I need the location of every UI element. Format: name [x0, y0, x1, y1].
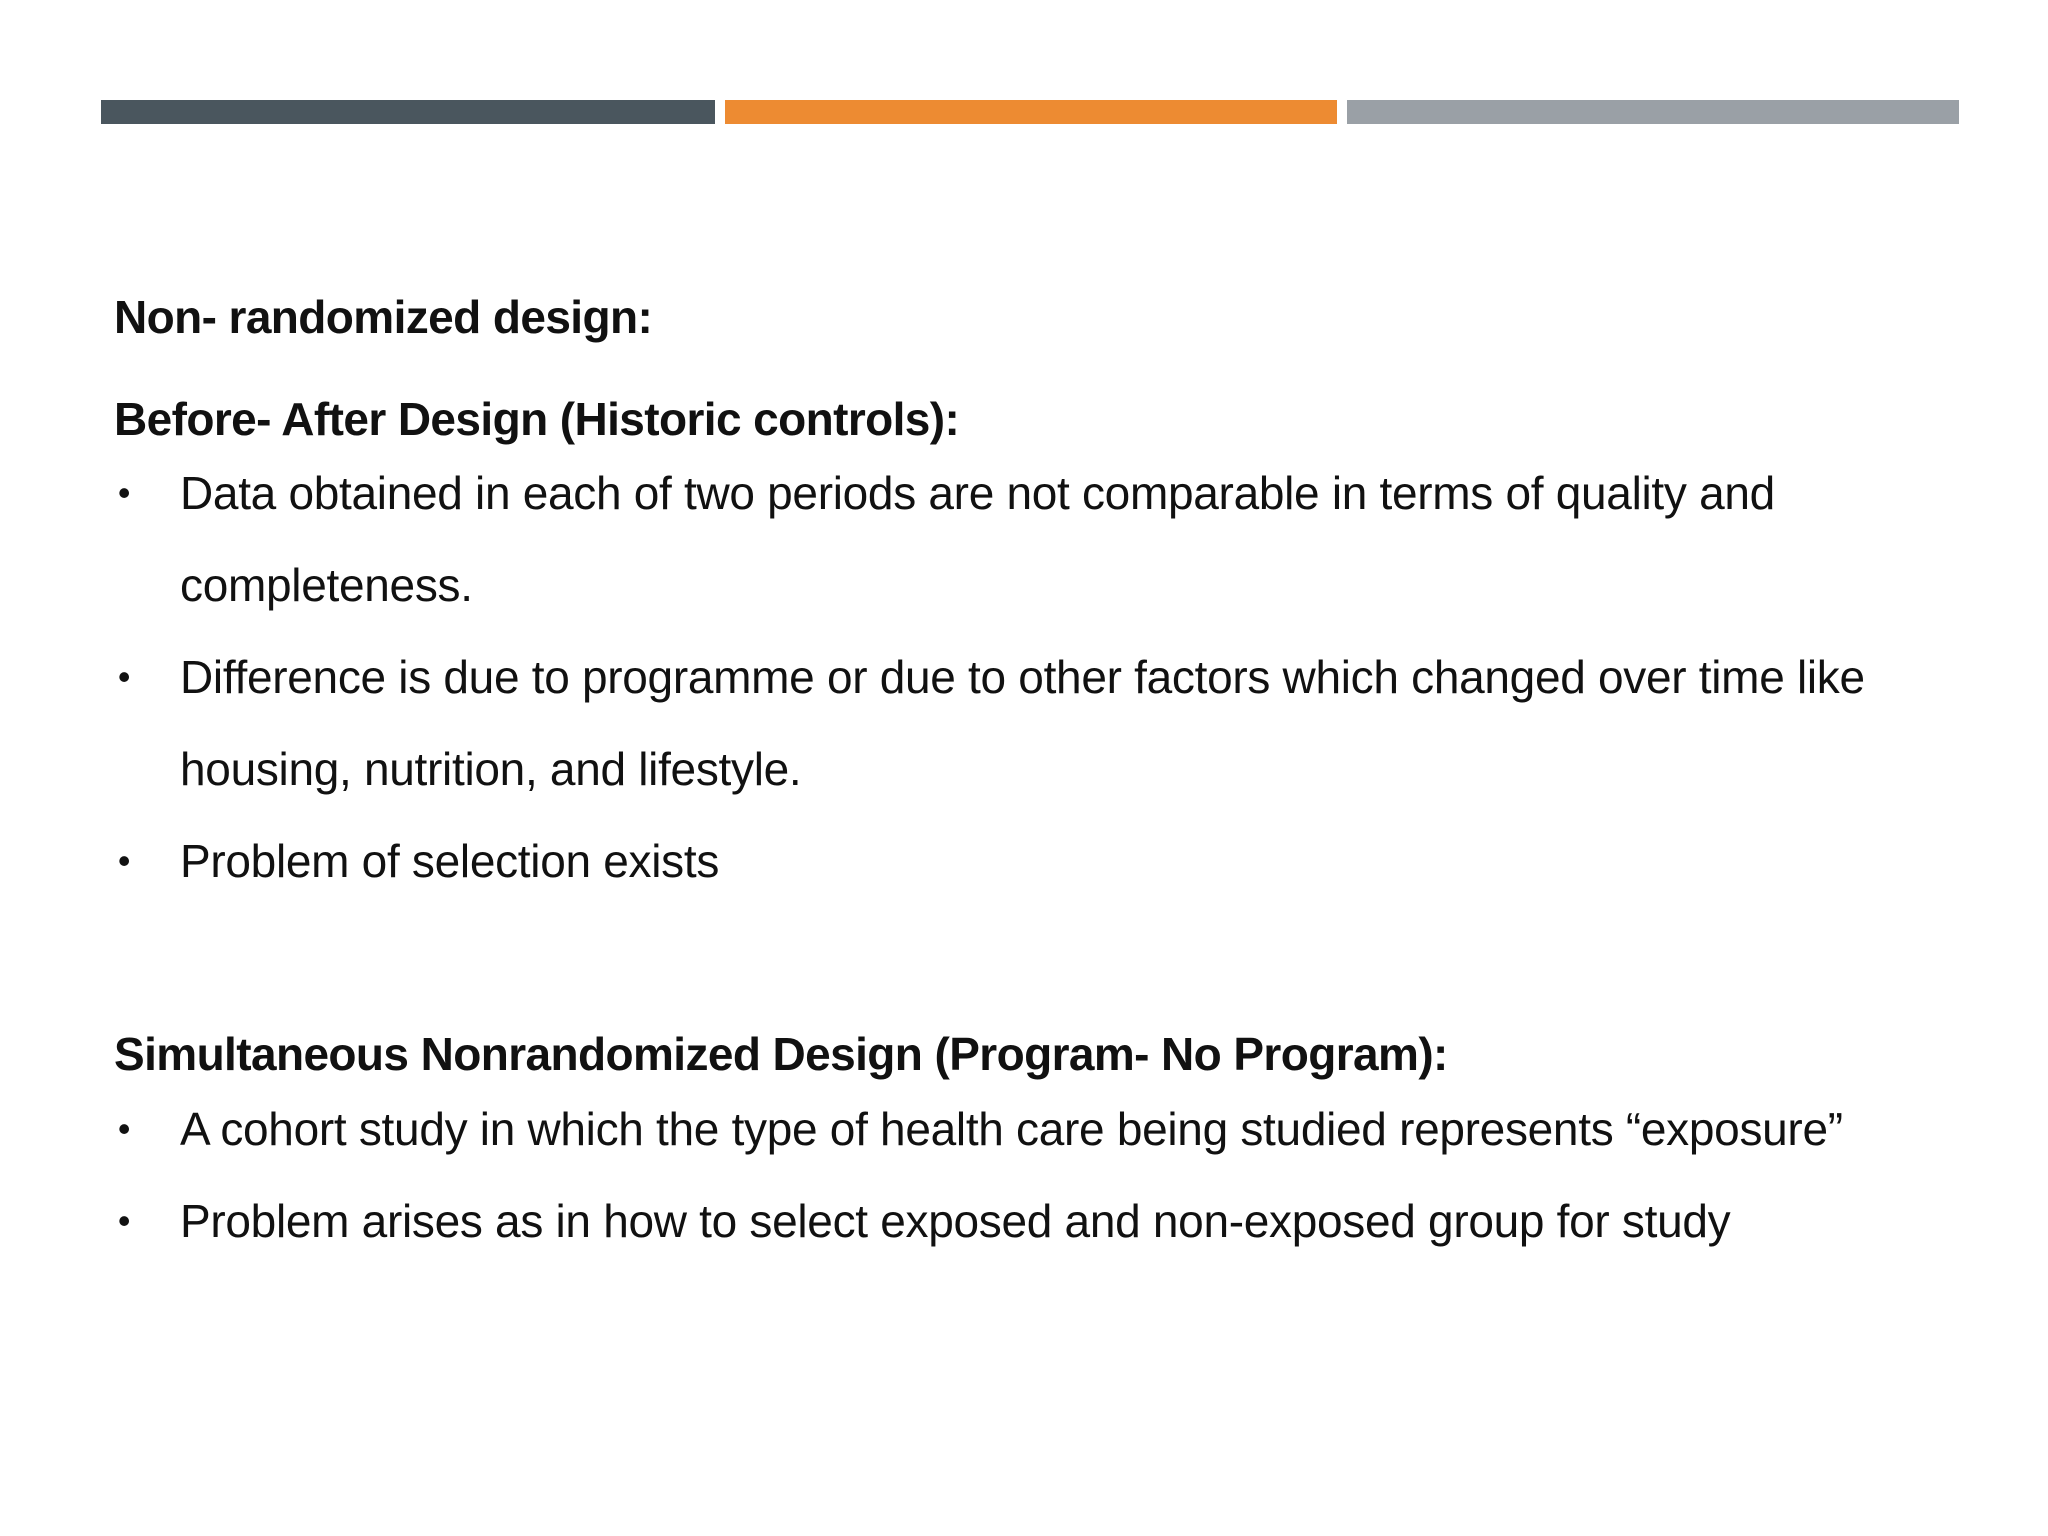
- list-item-text: Difference is due to programme or due to other factors which changed over time like housing, nutrition, and lifestyle.: [180, 651, 1865, 796]
- list-item: [114, 631, 1974, 815]
- list-item: [114, 1083, 1974, 1175]
- bullet-icon: •: [117, 1199, 131, 1241]
- list-item: [114, 1175, 1974, 1267]
- before-after-heading: Before- After Design (Historic controls):: [114, 393, 960, 446]
- main-heading: Non- randomized design:: [114, 291, 653, 343]
- bullet-icon: •: [117, 472, 131, 514]
- list-item: [114, 815, 1974, 907]
- slide-content: [114, 280, 1974, 1267]
- simultaneous-heading: Simultaneous Nonrandomized Design (Program- No Program):: [114, 1028, 1448, 1081]
- accent-bar-orange: [725, 100, 1337, 124]
- simultaneous-list: [114, 1083, 1974, 1267]
- list-item-text: Data obtained in each of two periods are not comparable in terms of quality and completeness.: [180, 467, 1775, 612]
- bullet-icon: •: [117, 656, 131, 698]
- before-after-list: [114, 447, 1974, 907]
- accent-bar-gray: [1347, 100, 1959, 124]
- accent-bar-dark: [101, 100, 715, 124]
- list-item-text: Problem of selection exists: [180, 835, 720, 888]
- list-item: [114, 447, 1974, 631]
- bullet-icon: •: [117, 840, 131, 882]
- bullet-icon: •: [117, 1107, 131, 1149]
- list-item-text: Problem arises as in how to select exposed and non-exposed group for study: [180, 1194, 1731, 1247]
- list-item-text: A cohort study in which the type of health care being studied represents “exposure”: [180, 1102, 1843, 1155]
